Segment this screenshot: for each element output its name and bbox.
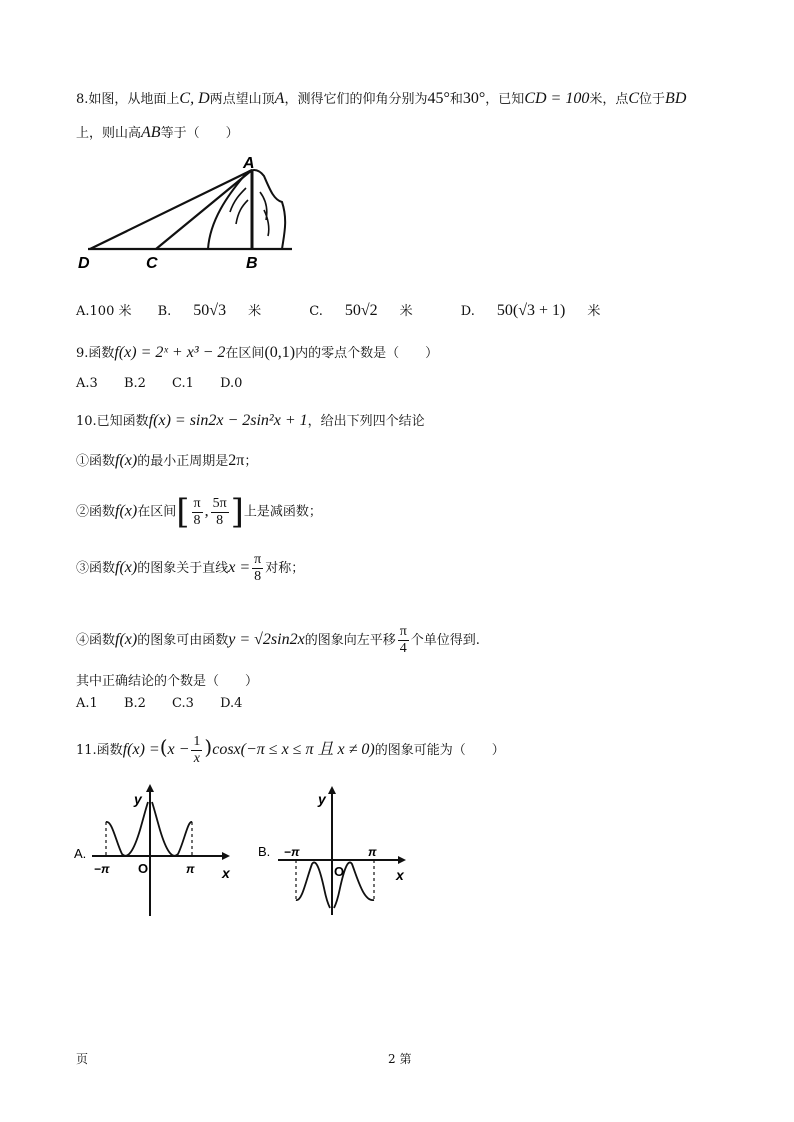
statement-x: x = (228, 559, 251, 576)
q11-line (76, 734, 505, 767)
q10-options (76, 696, 264, 711)
q9-option-b: B.2 (123, 376, 146, 391)
left-paren: ( (159, 735, 168, 759)
q8-option-unit: 米 (248, 304, 262, 319)
numerator: π (399, 624, 407, 639)
y-arrow (328, 786, 336, 794)
comma: , (204, 502, 209, 520)
statement-function-y: y = √2sin2x (228, 631, 305, 648)
q8-option-label: B. (157, 304, 172, 319)
q10-option-d: D.4 (220, 696, 243, 711)
statement-text: ③函数 (76, 561, 116, 576)
q8-text: 如图，从地面上 (88, 92, 180, 107)
neg-pi-label: −π (284, 845, 300, 859)
footer-left: 页 (76, 1052, 89, 1066)
q8-ab: AB (141, 124, 161, 141)
statement-function: f(x) (115, 502, 138, 520)
q10-text: 10.已知函数 (76, 414, 149, 429)
q8-cd-equation: CD = 100 (524, 90, 590, 107)
numerator: π (193, 495, 201, 511)
neg-pi-label: −π (94, 862, 110, 876)
statement-text: 的图象可由函数 (137, 633, 229, 648)
numerator: 1 (193, 734, 201, 749)
q11-function-prefix: f(x) = (122, 741, 160, 758)
curve-right (152, 802, 192, 856)
q8-angle1: 45° (427, 90, 450, 107)
q10-option-a: A.1 (76, 696, 98, 711)
x-arrow (222, 852, 230, 860)
q8-option-label: C. (309, 304, 323, 319)
q8-line1 (76, 88, 686, 108)
statement-text: 的图象向左平移 (304, 633, 396, 648)
right-bracket: ] (230, 492, 244, 532)
statement-text: 的图象关于直线 (137, 561, 229, 576)
x-arrow (398, 856, 406, 864)
q11-function-domain: cosx(−π ≤ x ≤ π 且 x ≠ 0) (212, 741, 375, 758)
q8-text: 米，点 (589, 92, 629, 107)
statement-text: ④函数 (76, 633, 116, 648)
denominator: 4 (399, 641, 407, 656)
statement-text: 在区间 (137, 504, 177, 520)
q8-option-label: D. (460, 304, 475, 319)
q8-point-c: C (628, 90, 640, 107)
q8-option-a: A.100 米 (76, 304, 132, 319)
q11-question-end: 的图象可能为（ ） (374, 743, 505, 758)
q10-statement-2 (76, 492, 322, 532)
left-bracket: [ (176, 492, 190, 532)
y-label: y (318, 791, 326, 807)
fraction (191, 734, 202, 767)
label-c: C (146, 255, 158, 272)
q9-option-a: A.3 (76, 376, 98, 391)
q8-point-a: A (274, 90, 285, 107)
q8-text: ，已知 (485, 92, 525, 107)
q8-option-unit: 米 (587, 304, 601, 319)
curve-left (296, 862, 330, 908)
x-label: x (396, 867, 404, 883)
q10-statement-3 (76, 552, 304, 585)
y-label: y (134, 791, 142, 807)
q8-option-value: 50(√3 + 1) (496, 302, 566, 319)
statement-value: 2π (228, 452, 245, 469)
q8-option-value: 50√2 (344, 302, 378, 319)
q8-text: 和 (449, 92, 463, 107)
q8-option-c (309, 304, 434, 319)
q8-line2 (76, 122, 239, 142)
label-b: B (246, 255, 258, 272)
q8-bd: BD (665, 90, 687, 107)
q8-number: 8. (76, 92, 89, 107)
numerator: π (254, 552, 262, 567)
mountain-outline (208, 170, 285, 249)
q9-line (76, 342, 438, 362)
mountain-shading (230, 188, 269, 236)
q10-text: ，给出下列四个结论 (307, 414, 425, 429)
footer-page-number: 2 第 (388, 1052, 412, 1066)
denominator: x (193, 751, 201, 766)
fraction (211, 496, 229, 529)
q11-function-x: x − (167, 741, 190, 758)
q10-statement-4 (76, 624, 480, 657)
q8-text: 位于 (639, 92, 666, 107)
q11-text: 11.函数 (76, 743, 123, 758)
q10-ask: 其中正确结论的个数是（ ） (76, 674, 259, 689)
q8-points-cd: C, D (179, 90, 210, 107)
numerator: 5π (212, 495, 227, 511)
label-a: A (243, 155, 255, 172)
pi-label: π (368, 845, 377, 859)
statement-text: 个单位得到. (410, 633, 480, 648)
statement-function: f(x) (115, 452, 138, 469)
curve-left (106, 802, 148, 856)
statement-text: ； (244, 454, 258, 469)
origin-label: O (138, 861, 149, 876)
q10-function: f(x) = sin2x − 2sin²x + 1 (148, 412, 308, 429)
q11-graph-a (74, 780, 244, 920)
graph-label: B. (258, 844, 271, 859)
origin-label: O (334, 864, 345, 879)
q8-angle2: 30° (462, 90, 486, 107)
denominator: 8 (254, 569, 262, 584)
label-d: D (78, 255, 90, 272)
q8-text: 两点望山顶 (209, 92, 275, 107)
right-paren: ) (204, 735, 213, 759)
statement-text: ①函数 (76, 454, 116, 469)
y-arrow (146, 784, 154, 792)
q11-graph-b (256, 780, 416, 920)
statement-text: 上是减函数； (243, 504, 322, 520)
q9-options (76, 376, 264, 391)
denominator: 8 (193, 512, 201, 528)
denominator: 8 (216, 512, 224, 528)
q9-question-end: 内的零点个数是（ ） (295, 346, 439, 361)
fraction (252, 552, 263, 585)
q8-question-end: 等于（ ） (160, 126, 239, 141)
pi-label: π (186, 862, 195, 876)
q9-function: f(x) = 2ˣ + x³ − 2 (114, 344, 226, 361)
fraction (192, 496, 203, 529)
statement-text: 对称； (265, 561, 305, 576)
q10-statement-1 (76, 450, 257, 470)
q8-text: ，测得它们的仰角分别为 (284, 92, 428, 107)
q9-interval: (0,1) (264, 344, 296, 361)
q8-option-b (158, 304, 283, 319)
q8-text: 上，则山高 (76, 126, 142, 141)
fraction (398, 624, 409, 657)
graph-label: A. (74, 846, 87, 861)
q8-option-unit: 米 (399, 304, 413, 319)
q10-option-c: C.3 (172, 696, 194, 711)
statement-function: f(x) (115, 559, 138, 576)
statement-text: 的最小正周期是 (137, 454, 229, 469)
q10-line (76, 410, 425, 430)
x-label: x (222, 865, 230, 881)
q8-options (76, 300, 644, 320)
statement-function: f(x) (115, 631, 138, 648)
q8-option-d (461, 304, 623, 319)
q8-mountain-figure (70, 150, 300, 275)
q9-option-c: C.1 (172, 376, 194, 391)
q10-option-b: B.2 (123, 696, 146, 711)
q9-option-d: D.0 (220, 376, 243, 391)
q9-text: 9.函数 (76, 346, 115, 361)
q9-text: 在区间 (225, 346, 265, 361)
q8-option-value: 50√3 (193, 302, 227, 319)
statement-text: ②函数 (76, 504, 116, 520)
